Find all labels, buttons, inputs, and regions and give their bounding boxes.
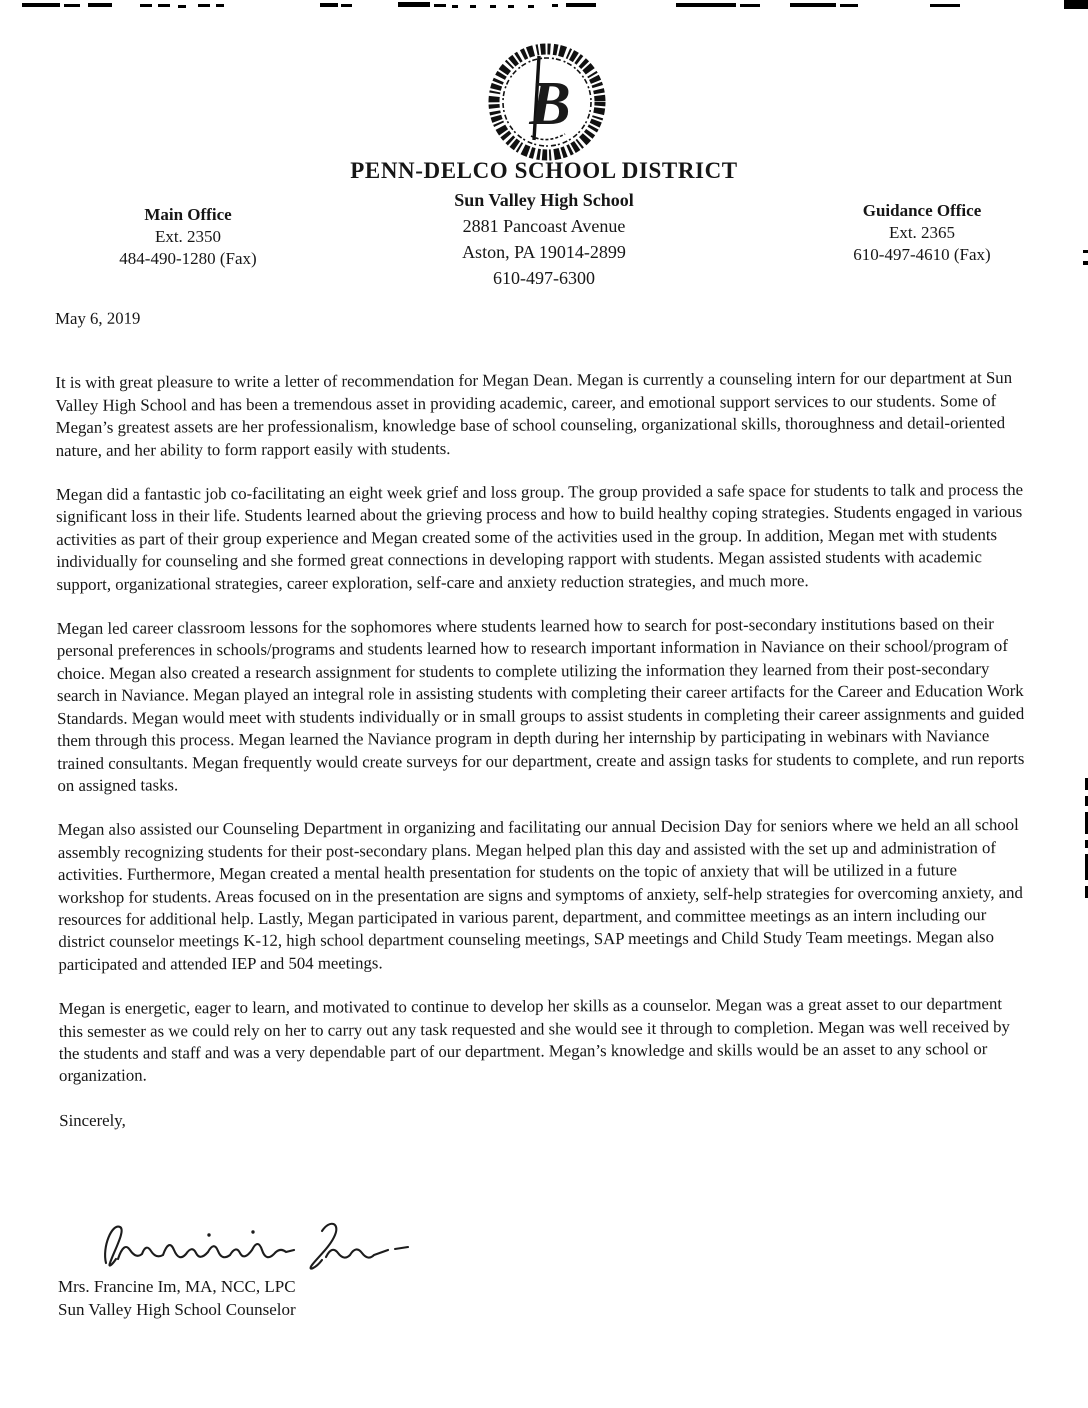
handwritten-signature — [90, 1205, 450, 1283]
signer-block — [58, 1275, 296, 1321]
letter-paragraph-5: Megan is energetic, eager to learn, and motivated to continue to develop her skills as a counselor. Megan was a great asset to our department this semester as we could rely on her to carry out any task requested and she would see it through to completion. Megan was well received by the students and staff and was a very dependable part of our department. Megan’s knowledge and skills would be an asset to any school or organization. — [58, 994, 1010, 1086]
phone-number: 610-497-6300 — [493, 268, 595, 288]
signature-icon — [90, 1205, 450, 1283]
signer-title: Sun Valley High School Counselor — [58, 1300, 296, 1319]
letter-paragraph-3: Megan led career classroom lessons for the sophomores where students learned how to search for post-secondary institutions based on their personal preferences in schools/programs and students learned how to research important information in Naviance on their school/program of choice. Megan also created a research assignment for students to complete utilizing the information they learned from their post-secondary search in Naviance. Megan played an integral role in assisting students with completing their career artifacts for the Career and Education Work Standards. Megan would meet with students individually or in small groups to assist students in completing their career assignments and guided them through this process. Megan learned the Naviance program in depth during her internship by participating in webinars with Naviance trained consultants. Megan frequently would create surveys for our department, create and assign tasks for students to complete, and run reports on assigned tasks. — [56, 614, 1025, 795]
main-office-title: Main Office — [144, 205, 232, 224]
main-office-block — [48, 204, 328, 270]
main-office-ext: Ext. 2350 — [154, 227, 222, 246]
letter-date: May 6, 2019 — [55, 308, 141, 328]
svg-text:B: B — [529, 70, 571, 138]
guidance-office-ext: Ext. 2365 — [888, 223, 956, 242]
address-street: 2881 Pancoast Avenue — [462, 216, 626, 236]
main-office-fax: 484-490-1280 (Fax) — [119, 249, 257, 268]
guidance-office-fax: 610-497-4610 (Fax) — [853, 245, 991, 264]
address-city: Aston, PA 19014-2899 — [462, 242, 626, 262]
letter-body — [55, 303, 1027, 1132]
signer-name-credentials: Mrs. Francine Im, MA, NCC, LPC — [58, 1277, 296, 1296]
guidance-office-title: Guidance Office — [862, 201, 982, 220]
letter-paragraph-1: It is with great pleasure to write a letter of recommendation for Megan Dean. Megan is currently a counseling intern for our department at Sun Valley High School and has been a tremendous asset in providing academic, career, and emotional support services to our students. Some of Megan’s greatest assets are her professionalism, knowledge base of school counseling, organizational skills, thoroughness and detail-oriented nature, and her ability to form rapport easily with students. — [55, 368, 1013, 460]
closing-salutation: Sincerely, — [59, 1110, 126, 1130]
guidance-office-block — [782, 200, 1062, 266]
seal-icon — [487, 40, 607, 164]
letter-paragraph-2: Megan did a fantastic job co-facilitating an eight week grief and loss group. The group provided a safe space for students to talk and process the significant loss in their life. Students learned about the grieving process and how to build healthy coping strategies. Students engaged in various activities as part of their group experience and Megan created some of the activities used in the group. In addition, Megan met with students individually for counseling and she formed great connections in developing rapport with students. Megan assisted students with academic support, organizational strategies, career exploration, self-care and anxiety reduction strategies, and much more. — [55, 479, 1024, 594]
school-name: Sun Valley High School — [454, 190, 634, 210]
district-seal-logo — [487, 40, 607, 164]
district-name: PENN-DELCO SCHOOL DISTRICT — [350, 158, 738, 183]
letter-paragraph-4: Megan also assisted our Counseling Department in organizing and facilitating our annual Decision Day for seniors where we held an all school assembly recognizing students for their post-secondary plans. Megan helped plan this day and assisted with the set up and administration of activities. Furthermore, Megan created a mental health presentation for students on the topic of anxiety that will be utilized in a future workshop for students. Areas focused on in the presentation are signs and symptoms of anxiety, self-help strategies for overcoming anxiety, and resources for additional help. Lastly, Megan participated in various parent, department, and committee meetings as an intern including our district counselor meetings K-12, high school department counseling meetings, SAP meetings and Child Study Team meetings. Megan also participated and attended IEP and 504 meetings. — [57, 815, 1023, 974]
